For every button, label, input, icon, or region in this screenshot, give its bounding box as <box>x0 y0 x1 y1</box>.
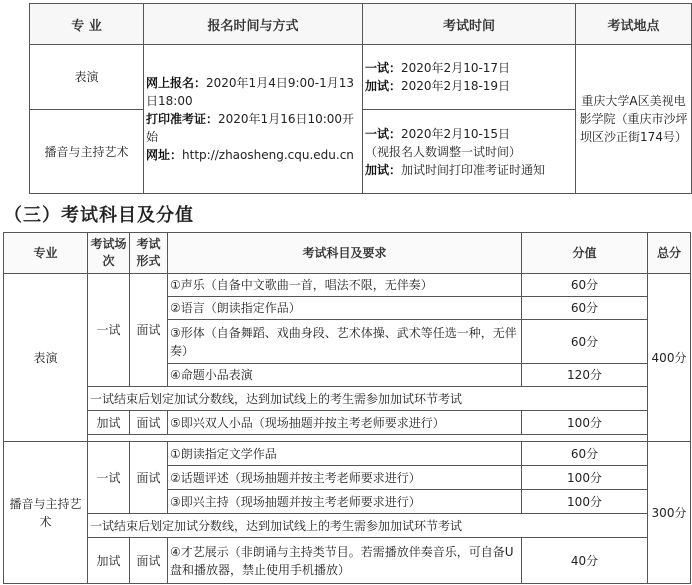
url-link[interactable]: http://zhaosheng.cqu.edu.cn <box>182 148 354 162</box>
form-interview: 面试 <box>130 411 168 435</box>
table-row <box>4 387 691 411</box>
header-score: 分值 <box>522 233 648 274</box>
header-subjects: 考试科目及要求 <box>168 233 522 274</box>
online-value: 2020年1月4日9:00-1月13日18:00 <box>146 76 355 108</box>
subject-item: ⑤即兴双人小品（现场抽题并按主考老师要求进行） <box>168 411 522 435</box>
registration-table <box>29 3 692 194</box>
header-major: 专 业 <box>30 4 144 45</box>
form-interview: 面试 <box>130 538 168 584</box>
exam-time-performance <box>363 45 576 110</box>
first-round-time <box>365 59 573 77</box>
major-broadcast: 播音与主持艺术 <box>4 442 88 584</box>
exam-time-broadcast <box>363 110 576 194</box>
subject-score: 60分 <box>522 297 648 320</box>
subject-item: ②语言（朗读指定作品） <box>168 297 522 320</box>
first-label: 一试： <box>365 126 402 141</box>
header-registration: 报名时间与方式 <box>144 4 363 45</box>
section-title: （三）考试科目及分值 <box>4 205 194 226</box>
subject-item: ④才艺展示（非朗诵与主持类节目。若需播放伴奏音乐，可自备U盘和播放器，禁止使用手机播放） <box>168 538 522 584</box>
subject-item: ③即兴主持（现场抽题并按主考老师要求进行） <box>168 490 522 514</box>
add-value: 2020年2月18-19日 <box>401 79 511 93</box>
round-note: 一试结束后划定加试分数线，达到加试线上的考生需参加加试环节考试 <box>88 387 648 411</box>
total-score: 400分 <box>648 274 691 442</box>
header-exam-time: 考试时间 <box>363 4 576 45</box>
table-row <box>4 442 691 466</box>
url-label: 网址： <box>146 148 183 162</box>
add-value: 加试时间打印准考证时通知 <box>401 162 546 177</box>
header-total: 总分 <box>648 233 691 274</box>
subject-item: ④命题小品表演 <box>168 364 522 387</box>
round-first: 一试 <box>88 442 130 514</box>
subject-score: 60分 <box>522 320 648 364</box>
registration-info <box>144 45 363 194</box>
major-performance: 表演 <box>4 274 88 442</box>
round-first: 一试 <box>88 274 130 387</box>
spacer-cell <box>88 435 648 442</box>
subject-item: ①朗读指定文学作品 <box>168 442 522 466</box>
major-performance: 表演 <box>30 45 144 110</box>
subject-item: ②话题评述（现场抽题并按主考老师要求进行） <box>168 466 522 490</box>
table-row-spacer <box>4 435 691 442</box>
round-additional: 加试 <box>88 538 130 584</box>
subject-score: 60分 <box>522 442 648 466</box>
print-value: 2020年1月16日10:00开始 <box>146 112 355 144</box>
subject-score: 40分 <box>522 538 648 584</box>
add-label: 加试： <box>365 79 402 93</box>
print-admission <box>146 110 360 146</box>
subjects-header-row <box>4 233 691 274</box>
table-row <box>4 514 691 538</box>
header-form: 考试形式 <box>130 233 168 274</box>
round-additional: 加试 <box>88 411 130 435</box>
add-round-time-broadcast <box>365 161 573 179</box>
table-row <box>4 538 691 584</box>
subject-item: ①声乐（自备中文歌曲一首，唱法不限，无伴奏） <box>168 274 522 297</box>
first-value: 2020年2月10-15日 <box>401 126 511 141</box>
round-note: 一试结束后划定加试分数线，达到加试线上的考生需参加加试环节考试 <box>88 514 648 538</box>
subject-score: 100分 <box>522 411 648 435</box>
website <box>146 146 360 164</box>
major-broadcast: 播音与主持艺术 <box>30 110 144 194</box>
online-registration <box>146 74 360 110</box>
total-score: 300分 <box>648 442 691 584</box>
registration-row-performance <box>30 45 692 110</box>
subject-score: 100分 <box>522 466 648 490</box>
exam-location: 重庆大学A区美视电影学院（重庆市沙坪坝区沙正街174号） <box>576 45 692 194</box>
online-label: 网上报名： <box>146 76 207 90</box>
print-label: 打印准考证： <box>146 112 219 126</box>
first-value: 2020年2月10-17日 <box>401 61 511 75</box>
table-row <box>4 274 691 297</box>
registration-header-row <box>30 4 692 45</box>
table-row <box>4 411 691 435</box>
subject-score: 60分 <box>522 274 648 297</box>
subjects-table <box>3 232 691 584</box>
add-label: 加试： <box>365 162 402 177</box>
first-round-note: （视报名人数调整一试时间） <box>365 144 522 159</box>
subject-item: ③形体（自备舞蹈、戏曲身段、艺术体操、武术等任选一种，无伴奏） <box>168 320 522 364</box>
subject-score: 120分 <box>522 364 648 387</box>
first-label: 一试： <box>365 61 402 75</box>
form-interview: 面试 <box>130 274 168 387</box>
first-round-time-broadcast <box>365 125 573 143</box>
header-exam-location: 考试地点 <box>576 4 692 45</box>
form-interview: 面试 <box>130 442 168 514</box>
header-major: 专业 <box>4 233 88 274</box>
subject-score: 100分 <box>522 490 648 514</box>
header-round: 考试场次 <box>88 233 130 274</box>
add-round-time <box>365 77 573 95</box>
